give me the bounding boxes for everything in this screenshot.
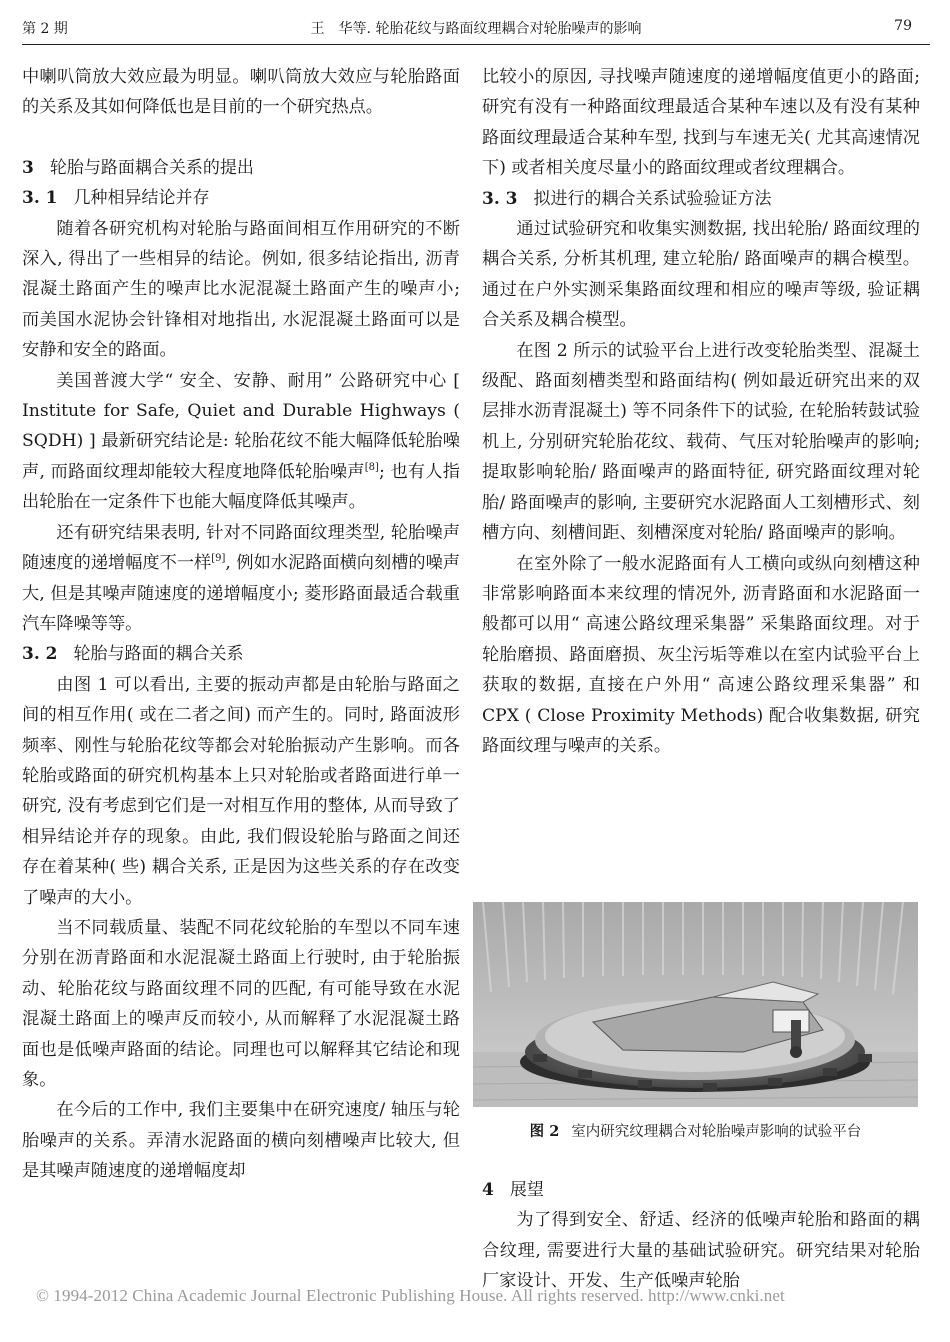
section-heading-3-2 (22, 639, 460, 669)
section-number: 4 (482, 1180, 494, 1200)
section-title: 拟进行的耦合关系试验验证方法 (533, 188, 772, 209)
paragraph: 在室外除了一般水泥路面有人工横向或纵向刻槽这种非常影响路面本来纹理的情况外, 沥青路面和水泥路面一般都可以用“ 高速公路纹理采集器” 采集路面纹理。对于轮胎磨损、路面磨损、灰尘污垢等难以在室内试验平台上获取的数据, 直接在户外用“ 高速公路纹理采集器” 和 CPX ( Close Proximity Methods) 配合收集数据, 研究路面纹理与噪声的关系。 (482, 553, 920, 756)
paragraph-text: ; 也有人指出轮胎在一定条件下也能大幅度降低其噪声。 (22, 461, 460, 513)
paragraph: 由图 1 可以看出, 主要的振动声都是由轮胎与路面之间的相互作用( 或在二者之间) 而产生的。同时, 路面波形频率、刚性与轮胎花纹等都会对轮胎振动产生影响。而各轮胎或路面的研究机构基本上只对轮胎或者路面进行单一研究, 没有考虑到它们是一对相互作用的整体, 从而导致了相异结论并存的现象。由此, 我们假设轮胎与路面之间还存在着某种( 些) 耦合关系, 正是因为这些关系的存在改变了噪声的大小。 (22, 674, 460, 908)
right-column (482, 62, 920, 761)
figure-caption (473, 1120, 918, 1141)
paragraph: 中喇叭筒放大效应最为明显。喇叭筒放大效应与轮胎路面的关系及其如何降低也是目前的一个研究热点。 (22, 67, 460, 118)
left-column (22, 62, 460, 1187)
section-title: 展望 (509, 1180, 544, 1200)
running-header (22, 12, 930, 42)
right-column-bottom (482, 1175, 920, 1297)
section-heading-3 (22, 153, 460, 183)
section-number: 3 (22, 157, 34, 178)
paragraph: 通过试验研究和收集实测数据, 找出轮胎/ 路面纹理的耦合关系, 分析其机理, 建立轮胎/ 路面噪声的耦合模型。通过在户外实测采集路面纹理和相应的噪声等级, 验证耦合关系及耦合模型。 (482, 219, 920, 331)
paragraph: 随着各研究机构对轮胎与路面间相互作用研究的不断深入, 得出了一些相异的结论。例如, 很多结论指出, 沥青混凝土路面产生的噪声比水泥混凝土路面产生的噪声小; 而美国水泥协会针锋相对地指出, 水泥混凝土路面可以是安静和安全的路面。 (22, 218, 460, 361)
section-number: 3. 2 (22, 644, 58, 665)
test-platform-photo (473, 902, 918, 1107)
section-number: 3. 3 (482, 188, 518, 209)
copyright-watermark: © 1994-2012 China Academic Journal Electronic Publishing House. All rights reserved. http://www.cnki.net (36, 1286, 785, 1305)
issue-number: 第 2 期 (22, 21, 68, 37)
paragraph-text: 美国普渡大学“ 安全、安静、耐用” 公路研究中心 [ Institute for Safe, Quiet and Durable Highways ( SQDH) ] 最新研究结论是: 轮胎花纹不能大幅降低轮胎噪声, 而路面纹理却能较大程度地降低轮胎噪声 (22, 370, 460, 482)
section-title: 轮胎与路面耦合关系的提出 (49, 157, 254, 178)
figure-caption-text: 室内研究纹理耦合对轮胎噪声影响的试验平台 (571, 1124, 862, 1140)
section-title: 几种相异结论并存 (73, 188, 210, 209)
paragraph-text: 还有研究结果表明, 针对不同路面纹理类型, 轮胎噪声随速度的递增幅度不一样 (22, 522, 460, 574)
running-title: 王 华等. 轮胎花纹与路面纹理耦合对轮胎噪声的影响 (310, 21, 642, 37)
paragraph (22, 366, 460, 518)
figure-number: 图 2 (529, 1123, 560, 1140)
paragraph-text: , 例如水泥路面横向刻槽的噪声大, 但是其噪声随速度的递增幅度小; 菱形路面最适合载重汽车降噪等等。 (22, 553, 460, 634)
paragraph: 为了得到安全、舒适、经济的低噪声轮胎和路面的耦合纹理, 需要进行大量的基础试验研究。研究结果对轮胎厂家设计、开发、生产低噪声轮胎 (482, 1210, 920, 1292)
page-number: 79 (894, 18, 912, 34)
figure-test-platform-photo (473, 902, 918, 1107)
paragraph: 当不同载质量、装配不同花纹轮胎的车型以不同车速分别在沥青路面和水泥混凝土路面上行驶时, 由于轮胎振动、轮胎花纹与路面纹理不同的匹配, 有可能导致在水泥混凝土路面上的噪声反而较小, 从而解释了水泥混凝土路面也是低噪声路面的结论。同理也可以解释其它结论和现象。 (22, 917, 460, 1090)
paragraph: 比较小的原因, 寻找噪声随速度的递增幅度值更小的路面; 研究有没有一种路面纹理最适合某种车速以及有没有某种路面纹理最适合某种车型, 找到与车速无关( 尤其高速情况下) 或者相关度尽量小的路面纹理或者纹理耦合。 (482, 67, 920, 179)
citation-8[interactable]: [8] (364, 461, 379, 473)
section-heading-4 (482, 1175, 920, 1205)
paragraph: 在图 2 所示的试验平台上进行改变轮胎类型、混凝土级配、路面刻槽类型和路面结构( 例如最近研究出来的双层排水沥青混凝土) 等不同条件下的试验, 在轮胎转鼓试验机上, 分别研究轮胎花纹、载荷、气压对轮胎噪声的影响; 提取影响轮胎/ 路面噪声的路面特征, 研究路面纹理对轮胎/ 路面噪声的影响, 主要研究水泥路面人工刻槽形式、刻槽方向、刻槽间距、刻槽深度对轮胎/ 路面噪声的影响。 (482, 340, 920, 544)
header-divider (22, 44, 930, 45)
section-heading-3-3 (482, 184, 920, 214)
citation-9[interactable]: [9] (211, 553, 226, 565)
section-title: 轮胎与路面的耦合关系 (73, 644, 244, 665)
section-heading-3-1 (22, 183, 460, 213)
section-number: 3. 1 (22, 188, 58, 209)
paragraph (22, 518, 460, 640)
paragraph: 在今后的工作中, 我们主要集中在研究速度/ 轴压与轮胎噪声的关系。弄清水泥路面的横向刻槽噪声比较大, 但是其噪声随速度的递增幅度却 (22, 1100, 460, 1182)
